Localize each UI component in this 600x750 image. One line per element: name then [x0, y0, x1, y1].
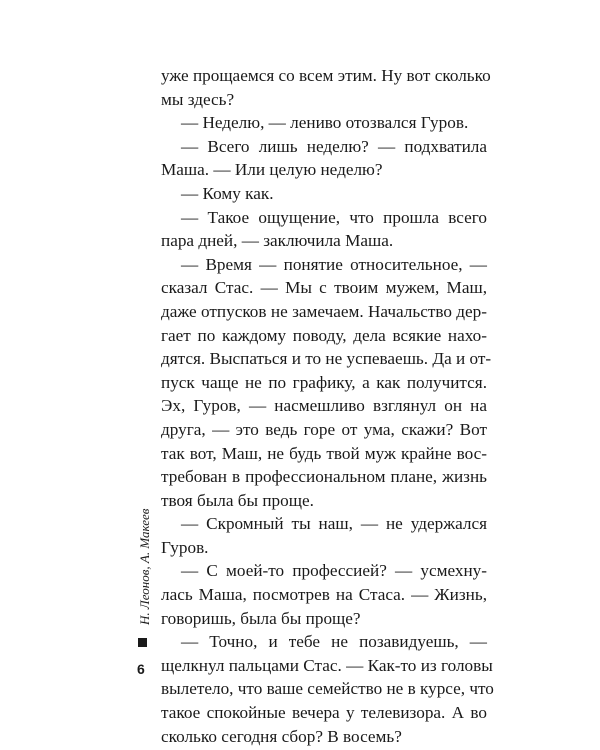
- text-line: — Такое ощущение, что прошла всего: [181, 207, 487, 227]
- text-line: уже прощаемся со всем этим. Ну вот сколько: [161, 66, 491, 85]
- text-line: Гуров.: [161, 537, 209, 557]
- page-marker-square: [138, 638, 147, 647]
- text-line: щелкнул пальцами Стас. — Как-то из головы: [161, 655, 493, 675]
- text-line: — Неделю, — лениво отозвался Гуров.: [181, 113, 469, 133]
- text-line: гает по каждому поводу, дела всякие нахо-: [161, 325, 487, 345]
- text-line: пара дней, — заключила Маша.: [161, 231, 394, 251]
- page-number: 6: [137, 661, 145, 677]
- text-line: мы здесь?: [161, 89, 235, 109]
- author-credit: Н. Леонов, А. Макеев: [137, 508, 152, 625]
- text-line: говоришь, была бы проще?: [161, 608, 361, 628]
- text-line: даже отпусков не замечаем. Начальство дер-: [161, 301, 487, 321]
- text-line: Эх, Гуров, — насмешливо взглянул он на: [161, 396, 487, 416]
- text-line: такое спокойные вечера у телевизора. А во: [161, 703, 487, 723]
- text-line: пуск чаще не по графику, а как получится.: [161, 372, 487, 392]
- text-line: — Скромный ты наш, — не удержался: [181, 514, 487, 534]
- text-line: — С моей-то профессией? — усмехну-: [181, 561, 487, 581]
- text-line: Маша. — Или целую неделю?: [161, 160, 383, 180]
- text-line: друга, — это ведь горе от ума, скажи? Вот: [161, 419, 487, 439]
- text-line: твоя была бы проще.: [161, 490, 314, 510]
- text-line: так вот, Маш, не будь твой муж крайне вос-: [161, 443, 487, 463]
- text-line: — Время — понятие относительное, —: [181, 254, 487, 274]
- text-line: сколько сегодня сбор? В восемь?: [161, 726, 402, 746]
- text-line: требован в профессиональном плане, жизнь: [161, 467, 487, 487]
- text-line: сказал Стас. — Мы с твоим мужем, Маш,: [161, 278, 487, 298]
- text-line: — Точно, и тебе не позавидуешь, —: [181, 632, 487, 652]
- text-line: лась Маша, посмотрев на Стаса. — Жизнь,: [161, 585, 487, 605]
- text-line: — Всего лишь неделю? — подхватила: [181, 136, 487, 156]
- page-body-text: [161, 64, 494, 748]
- text-line: дятся. Выспаться и то не успеваешь. Да и от-: [161, 349, 492, 369]
- text-line: — Кому как.: [181, 183, 274, 203]
- text-line: вылетело, что ваше семейство не в курсе, что: [161, 679, 494, 699]
